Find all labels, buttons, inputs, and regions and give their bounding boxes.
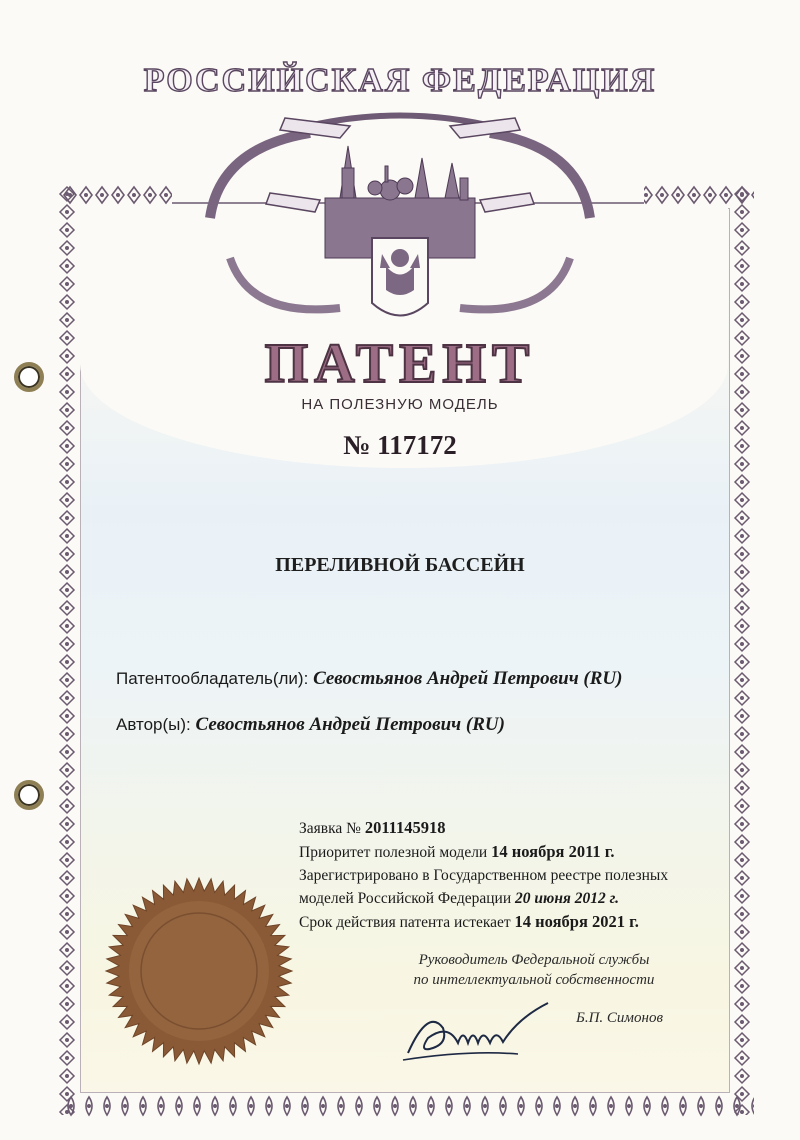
priority-line <box>299 840 719 864</box>
ornament-border-bottom <box>62 1094 754 1118</box>
signatory-position-line-2: по интеллектуальной собственности <box>413 972 655 988</box>
signatory-name: Б.П. Симонов <box>576 1010 663 1026</box>
application-line <box>299 816 719 840</box>
signatory-position <box>384 950 684 990</box>
patent-holder-label: Патентообладатель(ли): <box>116 669 309 688</box>
invention-title: ПЕРЕЛИВНОЙ БАССЕЙН <box>275 554 525 576</box>
document-title: ПАТЕНТ <box>264 333 536 395</box>
patent-number: № 117172 <box>343 430 457 460</box>
patent-type: НА ПОЛЕЗНУЮ МОДЕЛЬ <box>301 396 499 413</box>
application-number: 2011145918 <box>364 818 446 837</box>
expiry-line <box>299 910 719 934</box>
priority-date: 14 ноября 2011 г. <box>491 842 615 861</box>
country-heading: РОССИЙСКАЯ ФЕДЕРАЦИЯ <box>143 62 657 99</box>
binder-hole <box>14 780 44 810</box>
patent-holder-value: Севостьянов Андрей Петрович (RU) <box>313 668 623 689</box>
registered-date: 20 июня 2012 г. <box>515 890 620 907</box>
author-value: Севостьянов Андрей Петрович (RU) <box>195 714 505 735</box>
kremlin-emblem-icon <box>190 108 610 338</box>
application-label: Заявка № <box>299 820 361 837</box>
ornament-border-left <box>58 185 76 1115</box>
author-label: Автор(ы): <box>116 715 191 734</box>
expiry-date: 14 ноября 2021 г. <box>514 912 639 931</box>
expiry-label: Срок действия патента истекает <box>299 914 511 931</box>
patent-holder-line <box>116 668 622 690</box>
registered-label: моделей Российской Федерации <box>299 890 512 907</box>
signatory-position-line-1: Руководитель Федеральной службы <box>418 952 650 968</box>
priority-label: Приоритет полезной модели <box>299 844 488 861</box>
registration-details <box>299 816 719 934</box>
registered-line-2 <box>299 887 719 910</box>
handwritten-signature-icon <box>398 998 558 1068</box>
registered-line-1: Зарегистрировано в Государственном реестре полезных <box>299 867 669 884</box>
official-seal-icon <box>104 876 294 1066</box>
author-line <box>116 714 505 736</box>
ornament-border-right <box>733 185 751 1115</box>
